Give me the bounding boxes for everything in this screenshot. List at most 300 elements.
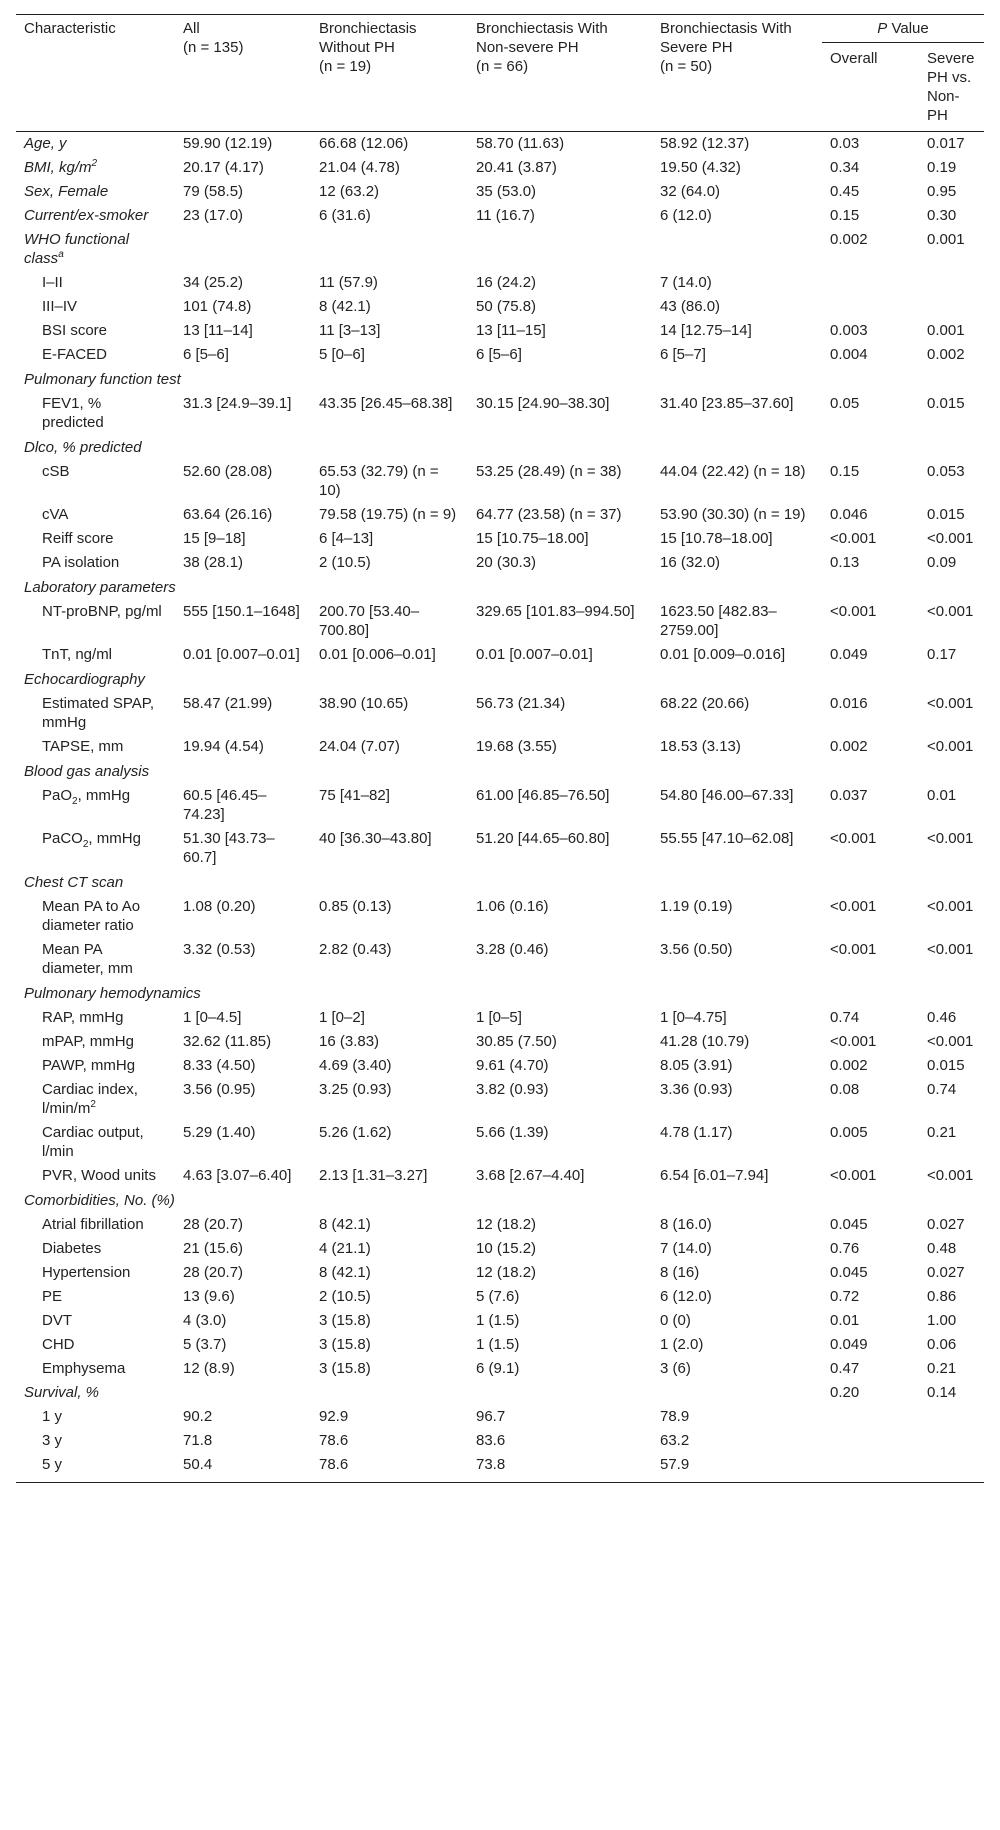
- section-title: Pulmonary hemodynamics: [24, 985, 201, 1002]
- table-cell: 20.41 (3.87): [476, 159, 557, 176]
- table-cell: 0.045: [830, 1264, 868, 1281]
- table-cell: 61.00 [46.85–76.50]: [476, 787, 610, 804]
- table-row: [16, 271, 984, 295]
- table-cell: <0.001: [927, 1167, 974, 1184]
- table-row: [16, 1261, 984, 1285]
- row-label: PVR, Wood units: [42, 1167, 156, 1184]
- table-cell: 4.78 (1.17): [660, 1124, 733, 1141]
- table-cell: 1.00: [927, 1312, 957, 1329]
- table-cell: 0.027: [927, 1264, 965, 1281]
- table-row: [16, 600, 984, 643]
- table-cell: 73.8: [468, 1453, 652, 1483]
- table-cell: [919, 1405, 984, 1429]
- row-label: BMI, $kg/m^2$: [24, 158, 98, 176]
- table-cell: 57.9: [652, 1453, 822, 1483]
- section-title: Laboratory parameters: [24, 579, 176, 596]
- table-cell: 20 (30.3): [476, 554, 537, 571]
- table-cell: 6 [5–6]: [476, 346, 522, 363]
- table-cell: 1 (1.5): [476, 1336, 520, 1353]
- table-cell: 0.20: [830, 1384, 860, 1401]
- row-label: Age, y: [24, 135, 67, 152]
- table-cell: 58.92 (12.37): [660, 135, 750, 152]
- table-row: [16, 132, 984, 157]
- table-cell: 0.85 (0.13): [319, 898, 392, 915]
- table-cell: 0.049: [830, 1336, 868, 1353]
- table-cell: 8.33 (4.50): [183, 1057, 256, 1074]
- row-label: Atrial fibrillation: [42, 1216, 144, 1233]
- table-cell: 53.25 (28.49) (n = 38): [476, 463, 622, 480]
- table-cell: 56.73 (21.34): [476, 695, 566, 712]
- table-cell: 28 (20.7): [183, 1216, 244, 1233]
- table-cell: 6 [5–7]: [660, 346, 706, 363]
- table-cell: 15 [9–18]: [183, 530, 246, 547]
- row-label: Cardiac index, $l/\min/m^2$: [42, 1081, 138, 1117]
- section-title: Chest CT scan: [24, 874, 124, 891]
- table-cell: 31.40 [23.85–37.60]: [660, 395, 794, 412]
- header-group-all: All (n = 135): [175, 15, 311, 132]
- row-label: PaO$_2$, mmHg: [42, 787, 131, 807]
- table-cell: 0.017: [927, 135, 965, 152]
- table-cell: 0.01 [0.006–0.01]: [319, 646, 436, 663]
- table-row: [16, 1357, 984, 1381]
- table-cell: 0.72: [830, 1288, 860, 1305]
- table-row: [16, 692, 984, 735]
- table-cell: 16 (24.2): [476, 274, 537, 291]
- table-cell: 3.82 (0.93): [476, 1081, 549, 1098]
- table-cell: 66.68 (12.06): [319, 135, 409, 152]
- table-cell: 0.002: [927, 346, 965, 363]
- row-label: Estimated SPAP, mmHg: [42, 695, 155, 731]
- table-cell: [822, 271, 919, 295]
- table-cell: 6 (12.0): [660, 1288, 712, 1305]
- table-cell: 0.002: [830, 231, 868, 248]
- table-cell: <0.001: [927, 603, 974, 620]
- table-cell: 11 (16.7): [476, 207, 535, 224]
- table-cell: 0.001: [927, 231, 965, 248]
- table-cell: 0.002: [830, 738, 868, 755]
- table-cell: 12 (63.2): [319, 183, 380, 200]
- header-group-without-ph: Bronchiectasis Without PH (n = 19): [311, 15, 468, 132]
- table-row: [16, 1030, 984, 1054]
- table-cell: [919, 1453, 984, 1483]
- table-row: [16, 1054, 984, 1078]
- row-label: Diabetes: [42, 1240, 102, 1257]
- table-cell: 2 (10.5): [319, 1288, 371, 1305]
- table-row: [16, 551, 984, 575]
- row-label: Mean PA to Ao diameter ratio: [42, 898, 141, 934]
- table-cell: 1 [0–4.5]: [183, 1009, 242, 1026]
- table-cell: 0.74: [830, 1009, 860, 1026]
- row-label: Sex, Female: [24, 183, 109, 200]
- table-cell: 78.6: [319, 1432, 349, 1449]
- section-title: Echocardiography: [24, 671, 145, 688]
- table-cell: 0.13: [830, 554, 860, 571]
- table-row: [16, 343, 984, 367]
- table-cell: 38 (28.1): [183, 554, 244, 571]
- table-cell: [919, 271, 984, 295]
- table-cell: [822, 1453, 919, 1483]
- table-row: [16, 1429, 984, 1453]
- table-cell: 96.7: [476, 1408, 506, 1425]
- table-cell: 0.049: [830, 646, 868, 663]
- table-cell: 4 (21.1): [319, 1240, 371, 1257]
- table-body: [16, 132, 984, 1483]
- row-label: 1 y: [42, 1408, 63, 1425]
- table-row: [16, 460, 984, 503]
- table-cell: 90.2: [183, 1408, 213, 1425]
- header-overall: Overall: [822, 43, 919, 132]
- table-cell: 12 (18.2): [476, 1216, 537, 1233]
- section-title: Dlco, % predicted: [24, 439, 142, 456]
- table-cell: 1 [0–2]: [319, 1009, 365, 1026]
- table-cell: 50 (75.8): [476, 298, 537, 315]
- table-cell: 59.90 (12.19): [183, 135, 273, 152]
- table-cell: <0.001: [830, 1167, 877, 1184]
- table-cell: 0.015: [927, 506, 965, 523]
- table-cell: 3 (15.8): [319, 1312, 371, 1329]
- row-label: III–IV: [42, 298, 78, 315]
- table-row: [16, 204, 984, 228]
- table-row: [16, 1121, 984, 1164]
- table-cell: 58.47 (21.99): [183, 695, 273, 712]
- table-cell: 0.74: [927, 1081, 957, 1098]
- section-row: [16, 759, 984, 784]
- table-cell: 20.17 (4.17): [183, 159, 264, 176]
- header-p-value: P Value: [822, 15, 984, 43]
- table-row: [16, 1405, 984, 1429]
- table-cell: 53.90 (30.30) (n = 19): [660, 506, 806, 523]
- table-cell: 83.6: [476, 1432, 506, 1449]
- table-cell: 19.68 (3.55): [476, 738, 557, 755]
- row-label: I–II: [42, 274, 63, 291]
- table-cell: 0.016: [830, 695, 868, 712]
- table-cell: 28 (20.7): [183, 1264, 244, 1281]
- row-label: RAP, mmHg: [42, 1009, 124, 1026]
- table-cell: 31.3 [24.9–39.1]: [183, 395, 292, 412]
- table-cell: 0.86: [927, 1288, 957, 1305]
- header-characteristic: Characteristic: [16, 15, 175, 132]
- table-cell: 5.26 (1.62): [319, 1124, 392, 1141]
- table-cell: 92.9: [319, 1408, 349, 1425]
- table-cell: 101 (74.8): [183, 298, 252, 315]
- table-cell: 0.01 [0.009–0.016]: [660, 646, 786, 663]
- table-cell: 4.63 [3.07–6.40]: [183, 1167, 292, 1184]
- table-cell: 0.09: [927, 554, 957, 571]
- table-cell: 0.03: [830, 135, 860, 152]
- table-cell: 11 [3–13]: [319, 322, 381, 339]
- row-label: Current/ex-smoker: [24, 207, 149, 224]
- row-label: CHD: [42, 1336, 75, 1353]
- table-cell: [822, 1405, 919, 1429]
- header-severe-vs-nonph: Severe PH vs. Non-PH: [919, 43, 984, 132]
- table-cell: 0.45: [830, 183, 860, 200]
- table-cell: 3 (15.8): [319, 1360, 371, 1377]
- table-row: [16, 1213, 984, 1237]
- table-cell: 0.05: [830, 395, 860, 412]
- table-cell: 6.54 [6.01–7.94]: [660, 1167, 769, 1184]
- table-cell: 0.95: [927, 183, 957, 200]
- table-cell: 65.53 (32.79) (n = 10): [319, 463, 439, 499]
- table-row: [16, 1237, 984, 1261]
- table-cell: 3.36 (0.93): [660, 1081, 733, 1098]
- table-cell: 555 [150.1–1648]: [183, 603, 300, 620]
- table-cell: 30.85 (7.50): [476, 1033, 557, 1050]
- table-cell: [652, 1381, 822, 1405]
- table-cell: 5 (7.6): [476, 1288, 520, 1305]
- table-cell: <0.001: [927, 695, 974, 712]
- table-cell: 21.04 (4.78): [319, 159, 400, 176]
- table-cell: 1.06 (0.16): [476, 898, 549, 915]
- row-label: Mean PA diameter, mm: [42, 941, 133, 977]
- table-row: [16, 156, 984, 180]
- table-row: [16, 1006, 984, 1030]
- table-cell: [175, 1381, 311, 1405]
- table-row: [16, 1078, 984, 1121]
- table-cell: 18.53 (3.13): [660, 738, 741, 755]
- table-cell: 329.65 [101.83–994.50]: [476, 603, 635, 620]
- table-cell: 64.77 (23.58) (n = 37): [476, 506, 622, 523]
- table-cell: [919, 1429, 984, 1453]
- row-label: 5 y: [16, 1453, 175, 1483]
- table-cell: 0.15: [830, 207, 860, 224]
- table-row: [16, 527, 984, 551]
- table-cell: 0.14: [927, 1384, 957, 1401]
- section-row: [16, 435, 984, 460]
- table-cell: 79.58 (19.75) (n = 9): [319, 506, 457, 523]
- table-cell: 1 [0–4.75]: [660, 1009, 727, 1026]
- table-cell: [311, 228, 468, 271]
- table-row: [16, 1333, 984, 1357]
- table-cell: 0.015: [927, 395, 965, 412]
- table-cell: 8 (42.1): [319, 1216, 371, 1233]
- table-cell: 68.22 (20.66): [660, 695, 750, 712]
- table-cell: 0.002: [830, 1057, 868, 1074]
- row-label: Cardiac output, l/min: [42, 1124, 144, 1160]
- row-label: Reiff score: [42, 530, 114, 547]
- table-cell: 0.30: [927, 207, 957, 224]
- table-cell: 0.01: [927, 787, 957, 804]
- table-cell: 71.8: [183, 1432, 213, 1449]
- table-cell: 30.15 [24.90–38.30]: [476, 395, 610, 412]
- row-label: FEV1, % predicted: [42, 395, 104, 431]
- section-row: [16, 981, 984, 1006]
- table-cell: 78.9: [660, 1408, 690, 1425]
- table-cell: 5 [0–6]: [319, 346, 365, 363]
- table-cell: 0.34: [830, 159, 860, 176]
- row-label: Survival, %: [24, 1384, 100, 1401]
- row-label: PE: [42, 1288, 63, 1305]
- table-cell: 0.21: [927, 1124, 957, 1141]
- row-label: Hypertension: [42, 1264, 131, 1281]
- table-cell: 5.66 (1.39): [476, 1124, 549, 1141]
- table-cell: <0.001: [927, 830, 974, 847]
- table-cell: 54.80 [46.00–67.33]: [660, 787, 794, 804]
- table-cell: 0.17: [927, 646, 957, 663]
- table-cell: 1623.50 [482.83–2759.00]: [660, 603, 777, 639]
- table-cell: 16 (3.83): [319, 1033, 380, 1050]
- table-cell: 19.50 (4.32): [660, 159, 741, 176]
- table-cell: 16 (32.0): [660, 554, 721, 571]
- row-label: TAPSE, mm: [42, 738, 124, 755]
- table-cell: 75 [41–82]: [319, 787, 390, 804]
- table-cell: 1.19 (0.19): [660, 898, 733, 915]
- table-cell: <0.001: [927, 738, 974, 755]
- table-cell: [468, 228, 652, 271]
- table-cell: 6 [4–13]: [319, 530, 374, 547]
- table-cell: [822, 1429, 919, 1453]
- table-cell: 13 [11–15]: [476, 322, 546, 339]
- table-cell: 1 (2.0): [660, 1336, 704, 1353]
- table-row: [16, 228, 984, 271]
- table-cell: 0.19: [927, 159, 957, 176]
- table-cell: 3.32 (0.53): [183, 941, 256, 958]
- row-label: WHO functional class$^a$: [24, 231, 130, 267]
- table-cell: [311, 1381, 468, 1405]
- row-label: BSI score: [42, 322, 108, 339]
- table-cell: 0.045: [830, 1216, 868, 1233]
- row-label: cVA: [42, 506, 69, 523]
- table-cell: 44.04 (22.42) (n = 18): [660, 463, 806, 480]
- table-row: [16, 392, 984, 435]
- table-cell: 0.01 [0.007–0.01]: [183, 646, 300, 663]
- table-cell: 34 (25.2): [183, 274, 244, 291]
- table-cell: [468, 1381, 652, 1405]
- table-cell: 24.04 (7.07): [319, 738, 400, 755]
- table-cell: <0.001: [927, 530, 974, 547]
- table-cell: 200.70 [53.40–700.80]: [319, 603, 420, 639]
- table-cell: 3.28 (0.46): [476, 941, 549, 958]
- table-row: [16, 895, 984, 938]
- table-cell: 3.56 (0.95): [183, 1081, 256, 1098]
- table-cell: 58.70 (11.63): [476, 135, 565, 152]
- table-cell: 0.06: [927, 1336, 957, 1353]
- section-row: [16, 575, 984, 600]
- table-cell: 6 [5–6]: [183, 346, 229, 363]
- table-cell: 6 (12.0): [660, 207, 712, 224]
- table-cell: 35 (53.0): [476, 183, 537, 200]
- table-cell: 43.35 [26.45–68.38]: [319, 395, 453, 412]
- table-cell: [652, 228, 822, 271]
- table-row: [16, 938, 984, 981]
- table-cell: 12 (18.2): [476, 1264, 537, 1281]
- table-row: [16, 503, 984, 527]
- table-cell: 1 (1.5): [476, 1312, 520, 1329]
- table-cell: 15 [10.78–18.00]: [660, 530, 773, 547]
- table-cell: 8 (42.1): [319, 1264, 371, 1281]
- table-cell: 4.69 (3.40): [319, 1057, 392, 1074]
- table-cell: 38.90 (10.65): [319, 695, 409, 712]
- table-cell: 51.30 [43.73–60.7]: [183, 830, 275, 866]
- table-row: [16, 735, 984, 759]
- table-cell: 0.47: [830, 1360, 860, 1377]
- section-row: [16, 367, 984, 392]
- table-row: [16, 827, 984, 870]
- table-cell: 0 (0): [660, 1312, 691, 1329]
- table-cell: 0.001: [927, 322, 965, 339]
- table-row: [16, 1453, 984, 1483]
- row-label: NT-proBNP, pg/ml: [42, 603, 162, 620]
- table-cell: 0.21: [927, 1360, 957, 1377]
- table-cell: 32 (64.0): [660, 183, 721, 200]
- table-cell: 2.82 (0.43): [319, 941, 392, 958]
- table-cell: 0.76: [830, 1240, 860, 1257]
- section-row: [16, 1188, 984, 1213]
- table-cell: 60.5 [46.45–74.23]: [183, 787, 267, 823]
- table-cell: 23 (17.0): [183, 207, 244, 224]
- table-cell: <0.001: [830, 530, 877, 547]
- row-label: DVT: [42, 1312, 72, 1329]
- header-group-severe-ph: Bronchiectasis With Severe PH (n = 50): [652, 15, 822, 132]
- table-row: [16, 295, 984, 319]
- table-cell: 0.053: [927, 463, 965, 480]
- table-cell: 43 (86.0): [660, 298, 721, 315]
- table-cell: <0.001: [927, 1033, 974, 1050]
- table-cell: 2 (10.5): [319, 554, 371, 571]
- row-label: PAWP, mmHg: [42, 1057, 136, 1074]
- table-cell: <0.001: [830, 1033, 877, 1050]
- table-cell: 13 (9.6): [183, 1288, 235, 1305]
- section-title: Comorbidities, No. (%): [24, 1192, 175, 1209]
- section-title: Blood gas analysis: [24, 763, 150, 780]
- table-cell: 8 (16): [660, 1264, 700, 1281]
- table-cell: 12 (8.9): [183, 1360, 235, 1377]
- table-cell: 3.56 (0.50): [660, 941, 733, 958]
- table-container: [16, 14, 984, 1483]
- table-cell: 0.003: [830, 322, 868, 339]
- table-cell: 8.05 (3.91): [660, 1057, 733, 1074]
- table-cell: 14 [12.75–14]: [660, 322, 752, 339]
- table-cell: 4 (3.0): [183, 1312, 227, 1329]
- table-cell: 3 (15.8): [319, 1336, 371, 1353]
- table-cell: 6 (9.1): [476, 1360, 520, 1377]
- table-cell: 5.29 (1.40): [183, 1124, 256, 1141]
- table-cell: 51.20 [44.65–60.80]: [476, 830, 610, 847]
- table-cell: 21 (15.6): [183, 1240, 244, 1257]
- table-cell: 15 [10.75–18.00]: [476, 530, 589, 547]
- table-cell: <0.001: [830, 830, 877, 847]
- table-cell: 7 (14.0): [660, 1240, 712, 1257]
- table-cell: 0.46: [927, 1009, 957, 1026]
- table-cell: 2.13 [1.31–3.27]: [319, 1167, 428, 1184]
- table-row: [16, 180, 984, 204]
- row-label: 3 y: [42, 1432, 63, 1449]
- table-cell: 63.64 (26.16): [183, 506, 273, 523]
- table-cell: 0.48: [927, 1240, 957, 1257]
- table-cell: <0.001: [830, 941, 877, 958]
- characteristics-table: [16, 14, 984, 1483]
- table-cell: 9.61 (4.70): [476, 1057, 549, 1074]
- row-label: TnT, ng/ml: [42, 646, 113, 663]
- row-label: Emphysema: [42, 1360, 126, 1377]
- table-cell: 55.55 [47.10–62.08]: [660, 830, 794, 847]
- section-row: [16, 870, 984, 895]
- table-cell: [919, 295, 984, 319]
- table-row: [16, 1309, 984, 1333]
- table-cell: 7 (14.0): [660, 274, 712, 291]
- table-row: [16, 319, 984, 343]
- table-header: [16, 15, 984, 132]
- row-label: PA isolation: [42, 554, 120, 571]
- table-row: [16, 1381, 984, 1405]
- table-cell: 79 (58.5): [183, 183, 244, 200]
- table-cell: <0.001: [927, 898, 974, 915]
- section-row: [16, 667, 984, 692]
- table-cell: 3.25 (0.93): [319, 1081, 392, 1098]
- table-cell: 8 (42.1): [319, 298, 371, 315]
- table-cell: 40 [36.30–43.80]: [319, 830, 432, 847]
- table-cell: 3.68 [2.67–4.40]: [476, 1167, 585, 1184]
- table-cell: 0.037: [830, 787, 868, 804]
